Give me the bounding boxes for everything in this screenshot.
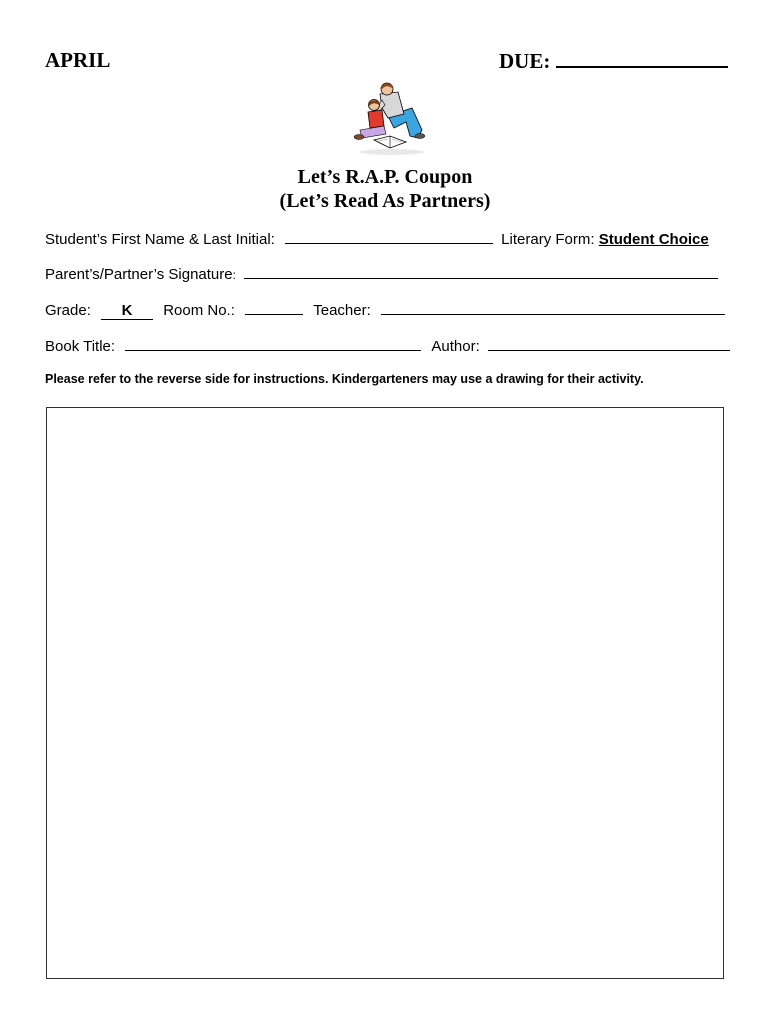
- book-author-row: [45, 336, 730, 355]
- signature-row: [45, 264, 718, 283]
- student-name-blank[interactable]: [285, 229, 493, 244]
- room-label: Room No.:: [163, 302, 235, 319]
- teacher-blank[interactable]: [381, 300, 725, 315]
- parent-child-reading-icon: [340, 78, 430, 158]
- signature-colon: :: [232, 268, 236, 282]
- signature-blank[interactable]: [244, 264, 718, 279]
- grade-room-teacher-row: [45, 300, 725, 320]
- student-name-label: Student’s First Name & Last Initial:: [45, 231, 275, 248]
- coupon-title: Let’s R.A.P. Coupon: [297, 166, 473, 188]
- book-title-label: Book Title:: [45, 338, 116, 355]
- month-heading: APRIL: [45, 48, 111, 72]
- due-date: [499, 48, 728, 74]
- book-title-blank[interactable]: [125, 336, 421, 351]
- due-label: DUE:: [499, 49, 551, 73]
- signature-label: Parent’s/Partner’s Signature: [45, 266, 233, 283]
- literary-form-label: Literary Form:: [501, 231, 595, 248]
- literary-form-value: Student Choice: [598, 231, 709, 248]
- author-blank[interactable]: [488, 336, 730, 351]
- instructions-note: Please refer to the reverse side for instructions. Kindergarteners may use a drawing for their activity.: [45, 372, 644, 386]
- teacher-label: Teacher:: [313, 302, 371, 319]
- student-name-row: [45, 229, 709, 248]
- coupon-subtitle: (Let’s Read As Partners): [279, 190, 491, 212]
- drawing-area[interactable]: [46, 407, 724, 979]
- grade-value[interactable]: K: [101, 302, 153, 320]
- grade-label: Grade:: [45, 302, 91, 319]
- room-blank[interactable]: [245, 300, 303, 315]
- author-label: Author:: [431, 338, 480, 355]
- due-date-blank[interactable]: [556, 48, 728, 68]
